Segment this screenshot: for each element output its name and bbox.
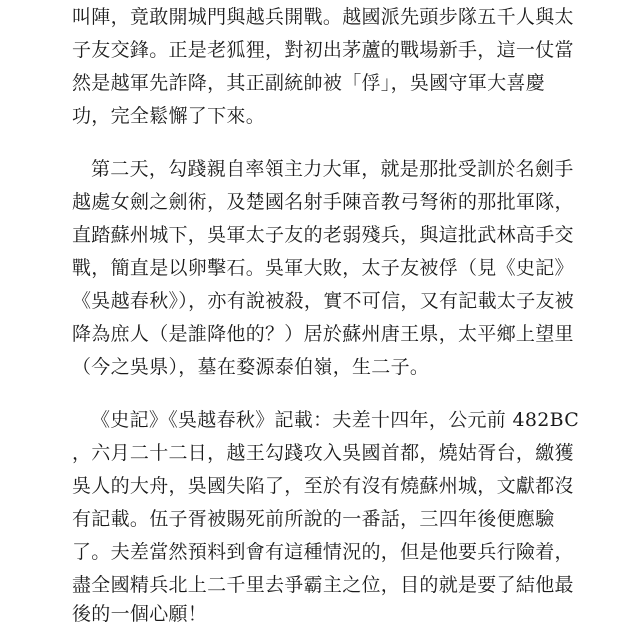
text-line: 了。夫差當然預料到會有這種情況的，但是他要兵行險着， bbox=[72, 541, 574, 563]
text-line: 第二天，勾踐親自率領主力大軍，就是那批受訓於名劍手 bbox=[91, 158, 574, 180]
text-line: 後的一個心願！ bbox=[72, 603, 208, 625]
text-line: 子友交鋒。正是老狐狸，對初出茅蘆的戰場新手，這一仗當 bbox=[72, 39, 574, 61]
text-line: 盡全國精兵北上二千里去爭霸主之位，目的就是要了結他最 bbox=[72, 574, 574, 596]
text-line: 叫陣，竟敢開城門與越兵開戰。越國派先頭步隊五千人與太 bbox=[72, 6, 574, 28]
text-line: 功，完全鬆懈了下來。 bbox=[72, 105, 266, 127]
text-line: 越處女劍之劍術，及楚國名射手陳音教弓弩術的那批軍隊， bbox=[72, 191, 574, 213]
text-line: 直踏蘇州城下，吳軍太子友的老弱殘兵，與這批武林高手交 bbox=[72, 224, 574, 246]
text-line: ，六月二十二日，越王勾踐攻入吳國首都，燒姑胥台，繳獲 bbox=[72, 442, 574, 464]
text-line: 戰，簡直是以卵擊石。吳軍大敗，太子友被俘（見《史記》 bbox=[72, 257, 574, 279]
text-line: 降為庶人（是誰降他的？）居於蘇州唐王県，太平鄉上望里 bbox=[72, 323, 574, 345]
text-line: 然是越軍先詐降，其正副統帥被「俘」，吳國守軍大喜慶 bbox=[72, 72, 546, 94]
text-line: 《史記》《吳越春秋》記載：夫差十四年，公元前 482BC bbox=[91, 409, 580, 431]
text-line: 《吳越春秋》），亦有說被殺，實不可信，又有記載太子友被 bbox=[72, 290, 575, 312]
text-line: 吳人的大舟，吳國失陷了，至於有沒有燒蘇州城，文獻都沒 bbox=[72, 475, 574, 497]
text-line: （今之吳県），墓在婺源泰伯嶺，生二子。 bbox=[72, 356, 430, 378]
text-line: 有記載。伍子胥被賜死前所說的一番話，三四年後便應驗 bbox=[72, 508, 555, 530]
